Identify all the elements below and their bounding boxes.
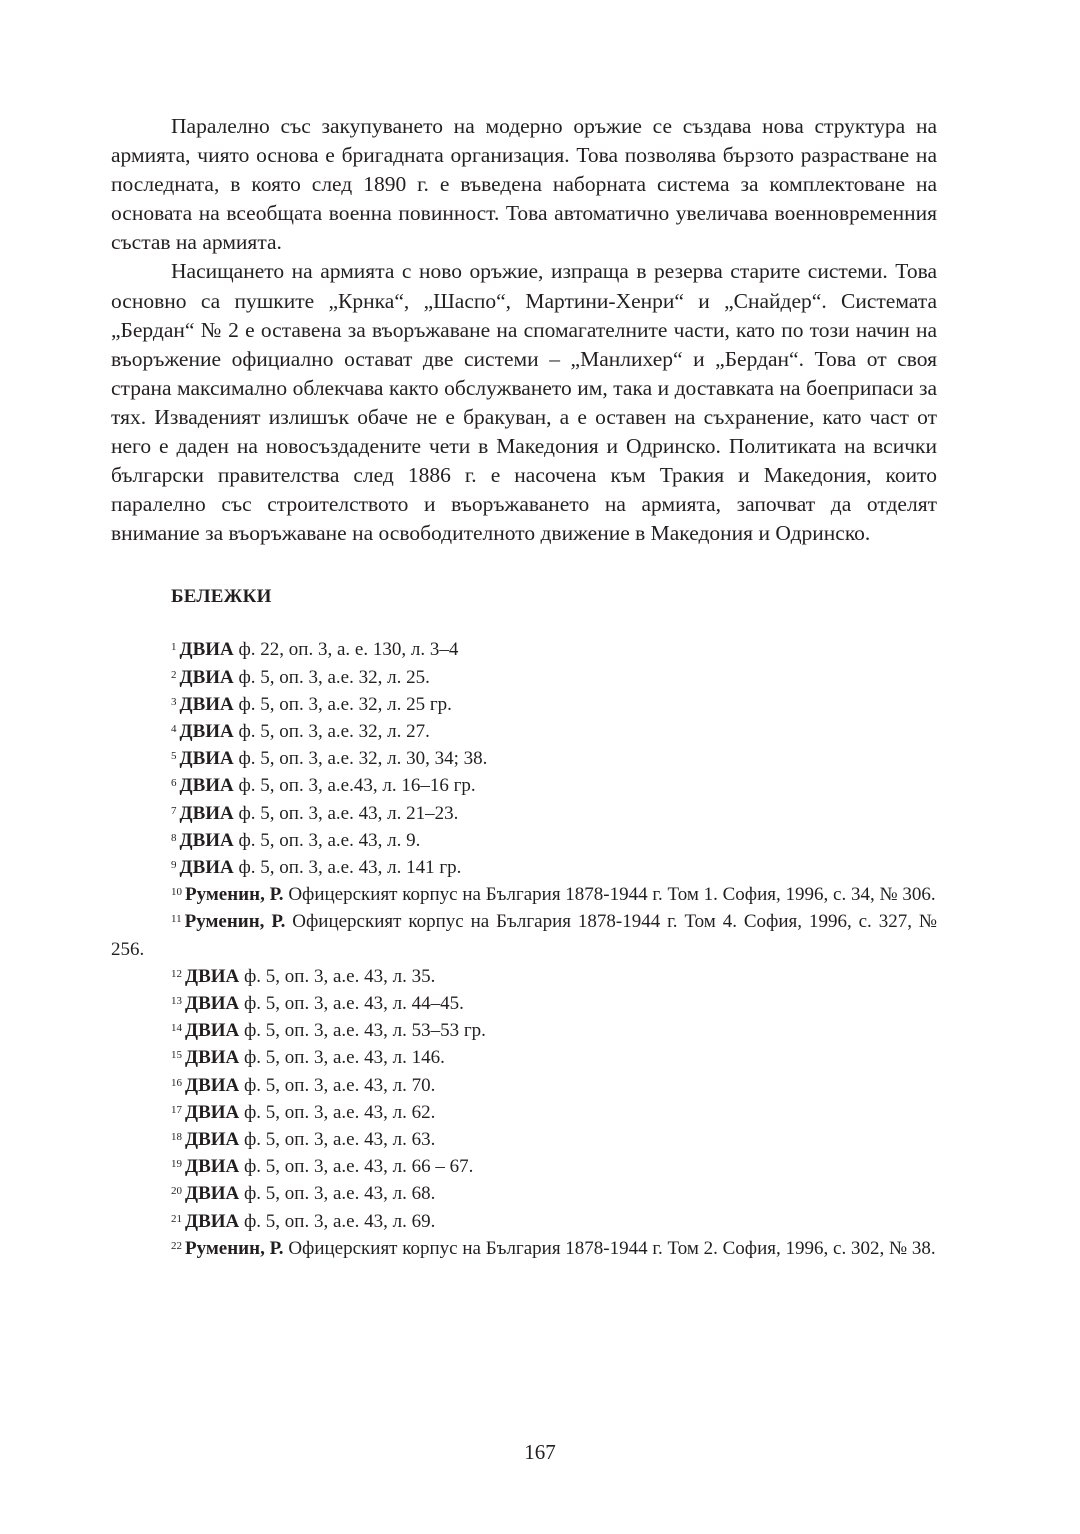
footnote-source: ДВИА (185, 1156, 240, 1178)
footnote-reference: ф. 5, оп. 3, а.е.43, л. 16–16 гр. (233, 775, 476, 797)
footnote-number: 13 (171, 995, 182, 1008)
footnote-reference: Офицерският корпус на България 1878-1944 г. Том 2. София, 1996, с. 302, № 38. (283, 1237, 936, 1259)
footnote-number: 16 (171, 1076, 182, 1089)
footnote-reference: ф. 5, оп. 3, а.е. 43, л. 44–45. (239, 993, 464, 1015)
footnote-source: Руменин, Р. (185, 1237, 284, 1259)
footnote-reference: ф. 5, оп. 3, а.е. 43, л. 53–53 гр. (239, 1020, 486, 1042)
footnote (111, 1099, 937, 1126)
footnote (111, 908, 937, 962)
text-block (111, 112, 937, 1262)
footnote-reference: ф. 5, оп. 3, а.е. 43, л. 69. (239, 1210, 436, 1232)
footnote-source: ДВИА (179, 721, 234, 743)
footnote-reference: ф. 5, оп. 3, а.е. 43, л. 146. (239, 1047, 445, 1069)
footnote (111, 854, 937, 881)
footnote (111, 1235, 937, 1262)
footnote (111, 1208, 937, 1235)
footnote-reference: ф. 5, оп. 3, а.е. 43, л. 35. (239, 965, 436, 987)
footnote-source: ДВИА (179, 748, 234, 770)
footnote-number: 19 (171, 1158, 182, 1171)
footnote-source: ДВИА (179, 666, 234, 688)
footnote (111, 990, 937, 1017)
footnote-reference: ф. 5, оп. 3, а.е. 43, л. 141 гр. (233, 857, 462, 879)
footnote-number: 11 (171, 913, 182, 926)
body-paragraph: Паралелно със закупуването на модерно оръжие се създава нова структура на армията, чиято основа е бригадната организация. Това позволява бързото разрастване на последната, в която след 1890 г. е въведена наборната система за комплектоване на основата на всеобщата военна повинност. Това автоматично увеличава военновременния състав на армията. (111, 114, 937, 255)
footnote (111, 772, 937, 799)
footnote-number: 6 (171, 777, 177, 790)
footnote-reference: ф. 5, оп. 3, а.е. 32, л. 25 гр. (233, 693, 452, 715)
notes-heading: БЕЛЕЖКИ (171, 586, 272, 608)
footnote-source: ДВИА (179, 829, 234, 851)
footnote-number: 7 (171, 804, 177, 817)
notes-list (111, 636, 937, 1262)
footnote-number: 3 (171, 695, 177, 708)
body-paragraph: Насищането на армията с ново оръжие, изпраща в резерва старите системи. Това основно са пушките „Крнка“, „Шаспо“, Мартини-Хенри“ и „Снайдер“. Системата „Бердан“ № 2 е оставена за въоръжаване на спомагателните части, като по този начин на въоръжение официално остават две системи – „Манлихер“ и „Бердан“. Това от своя страна максимално облекчава както обслужването им, така и доставката на боеприпаси за тях. Изваденият излишък обаче не е бракуван, а е оставен на съхранение, като част от него е даден на новосъздадените чети в Македония и Одринско. Политиката на всички български правителства след 1886 г. е насочена към Тракия и Македония, които паралелно със строителството и въоръжаването на армията, започват да отделят внимание за въоръжаване на освободителното движение в Македония и Одринско. (111, 259, 937, 546)
footnote-reference: ф. 22, оп. 3, а. е. 130, л. 3–4 (233, 639, 459, 661)
footnote-number: 21 (171, 1212, 182, 1225)
footnote-source: ДВИА (179, 802, 234, 824)
page-number: 167 (524, 1440, 556, 1464)
footnote-reference: ф. 5, оп. 3, а.е. 43, л. 68. (239, 1183, 436, 1205)
footnote-source: ДВИА (185, 1183, 240, 1205)
footnote-reference: Офицерският корпус на България 1878-1944 г. Том 1. София, 1996, с. 34, № 306. (283, 884, 936, 906)
footnote (111, 745, 937, 772)
footnote-source: ДВИА (185, 1074, 240, 1096)
footnote-reference: ф. 5, оп. 3, а.е. 43, л. 21–23. (233, 802, 459, 824)
footnote-number: 17 (171, 1103, 182, 1116)
footnote (111, 636, 937, 663)
footnote (111, 1180, 937, 1207)
footnote (111, 1044, 937, 1071)
footnote-number: 5 (171, 750, 177, 763)
footnote-number: 18 (171, 1131, 182, 1144)
footnote-source: ДВИА (185, 1129, 240, 1151)
footnote-reference: ф. 5, оп. 3, а.е. 43, л. 66 – 67. (239, 1156, 474, 1178)
footnote-number: 8 (171, 831, 177, 844)
footnote-number: 9 (171, 859, 177, 872)
footnote-source: ДВИА (185, 1047, 240, 1069)
footnote-number: 14 (171, 1022, 182, 1035)
footnote-reference: ф. 5, оп. 3, а.е. 43, л. 62. (239, 1101, 436, 1123)
footnote-reference: ф. 5, оп. 3, а.е. 32, л. 25. (233, 666, 430, 688)
footnote-reference: ф. 5, оп. 3, а.е. 32, л. 27. (233, 721, 430, 743)
footnote-source: ДВИА (185, 1101, 240, 1123)
footnote-source: ДВИА (185, 1210, 240, 1232)
footnote-number: 4 (171, 723, 177, 736)
footnote-source: ДВИА (179, 693, 234, 715)
footnote (111, 800, 937, 827)
footnote-reference: ф. 5, оп. 3, а.е. 43, л. 9. (233, 829, 421, 851)
footnote-reference: ф. 5, оп. 3, а.е. 43, л. 70. (239, 1074, 436, 1096)
footnote-reference: ф. 5, оп. 3, а.е. 43, л. 63. (239, 1129, 436, 1151)
footnote (111, 963, 937, 990)
footnote-number: 10 (171, 886, 182, 899)
footnote-number: 2 (171, 668, 177, 681)
footnote-source: ДВИА (185, 993, 240, 1015)
footnote-source: Руменин, Р. (185, 884, 284, 906)
footnote-reference: Офицерският корпус на България 1878-1944 г. Том 4. София, 1996, с. 327, № 256. (111, 911, 938, 960)
footnote-reference: ф. 5, оп. 3, а.е. 32, л. 30, 34; 38. (233, 748, 488, 770)
footnote-number: 15 (171, 1049, 182, 1062)
footnote (111, 1017, 937, 1044)
footnote-source: Руменин, Р. (184, 911, 286, 933)
footnote (111, 1153, 937, 1180)
footnote (111, 664, 937, 691)
footnote (111, 1072, 937, 1099)
footnote-number: 12 (171, 967, 182, 980)
footnote-number: 1 (171, 641, 177, 654)
footnote (111, 881, 937, 908)
footnote-number: 22 (171, 1239, 182, 1252)
footnote (111, 718, 937, 745)
footnote-source: ДВИА (185, 965, 240, 987)
footnote-source: ДВИА (179, 775, 234, 797)
footnote (111, 827, 937, 854)
footnote-source: ДВИА (179, 639, 234, 661)
footnote-number: 20 (171, 1185, 182, 1198)
footnote-source: ДВИА (179, 857, 234, 879)
footnote-source: ДВИА (185, 1020, 240, 1042)
footnote (111, 1126, 937, 1153)
footnote (111, 691, 937, 718)
